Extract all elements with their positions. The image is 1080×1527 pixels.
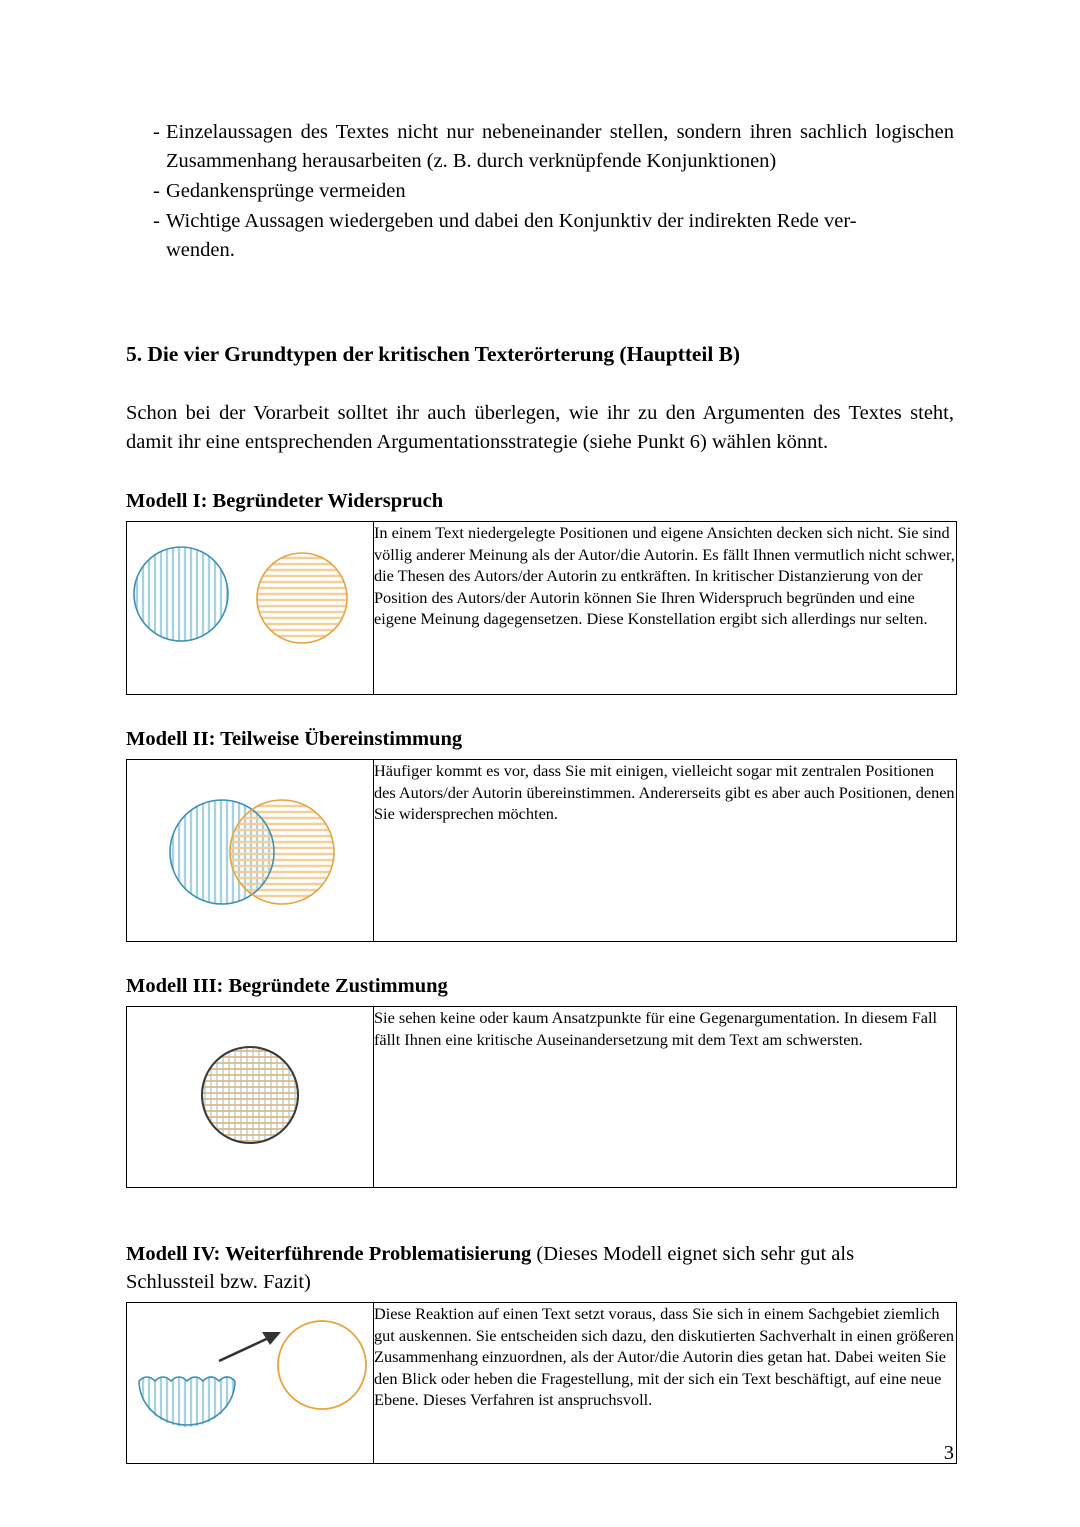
list-item bbox=[126, 118, 954, 176]
table-row bbox=[127, 760, 957, 942]
bullet-marker: - bbox=[153, 180, 160, 202]
page-number: 3 bbox=[943, 1442, 954, 1464]
model-3-table bbox=[126, 1006, 957, 1188]
model-2-svg bbox=[127, 760, 373, 941]
model-2-text-cell: Häufiger kommt es vor, dass Sie mit einigen, vielleicht sogar mit zentralen Positionen des Autors/der Autorin übereinstimmen. Andererseits gibt es aber auch Positionen, denen Sie widersprechen möchten. bbox=[374, 760, 957, 942]
model-2-heading bbox=[126, 725, 954, 753]
model-4-heading-bold: Modell IV: Weiterführende Problematisierung bbox=[126, 1243, 532, 1265]
bullet-text: Einzelaussagen des Textes nicht nur nebeneinander stellen, sondern ihren sachlich logischen Zusammenhang herausarbeiten (z. B. durch verknüpfende Konjunktionen) bbox=[166, 121, 954, 172]
section-heading: 5. Die vier Grundtypen der kritischen Texterörterung (Hauptteil B) bbox=[126, 342, 740, 366]
section-intro-paragraph: Schon bei der Vorarbeit solltet ihr auch überlegen, wie ihr zu den Argumenten des Textes steht, damit ihr eine entsprechenden Argumentationsstrategie (siehe Punkt 6) wählen könnt. bbox=[126, 402, 954, 453]
model-4-heading-regular: (Dieses Modell eignet sich sehr gut als bbox=[531, 1243, 855, 1265]
single-crosshatch-circle-diagram bbox=[127, 1007, 373, 1187]
model-1-figure-cell bbox=[127, 522, 374, 695]
list-item bbox=[126, 177, 954, 206]
model-1-heading bbox=[126, 487, 954, 515]
crosshatch-fill bbox=[197, 1043, 303, 1149]
bullet-marker: - bbox=[153, 210, 160, 232]
bullet-marker: - bbox=[153, 121, 160, 143]
model-1-text-cell: In einem Text niedergelegte Positionen und eigene Ansichten decken sich nicht. Sie sind völlig anderer Meinung als der Autor/die Autorin. Es fällt Ihnen vermutlich nicht schwer, die Thesen des Autors/der Autorin zu entkräften. In kritischer Distanzierung von der Position des Autors/der Autorin können Sie Ihren Widerspruch begründen und eine eigene Meinung dagegensetzen. Diese Konstellation ergibt sich allerdings nur selten. bbox=[374, 522, 957, 695]
model-3-svg bbox=[127, 1007, 373, 1187]
bullet-text-main: Wichtige Aussagen wiedergeben und dabei den Konjunktiv der indirekten Rede ver- bbox=[166, 210, 857, 232]
bullet-text-tail: wenden. bbox=[166, 239, 235, 261]
model-1-svg bbox=[127, 522, 373, 694]
table-row bbox=[127, 522, 957, 695]
orange-empty-circle bbox=[278, 1321, 366, 1409]
page-content bbox=[126, 118, 954, 1464]
model-1-heading-bold: Modell I: Begründeter Widerspruch bbox=[126, 490, 444, 512]
blue-vertical-hatch bbox=[143, 1369, 233, 1433]
model-4-figure-cell bbox=[127, 1303, 374, 1464]
table-row bbox=[127, 1303, 957, 1464]
model-4-svg bbox=[127, 1303, 373, 1463]
model-3-heading-bold: Modell III: Begründete Zustimmung bbox=[126, 975, 448, 997]
bowl-scalloped-top bbox=[139, 1377, 235, 1381]
model-2-heading-bold: Modell II: Teilweise Übereinstimmung bbox=[126, 728, 463, 750]
two-separate-circles-diagram bbox=[127, 522, 373, 694]
model-4-heading bbox=[126, 1240, 926, 1296]
model-3-heading bbox=[126, 972, 954, 1000]
model-3-text-cell: Sie sehen keine oder kaum Ansatzpunkte für eine Gegenargumentation. In diesem Fall fällt Ihnen eine kritische Auseinandersetzung mit dem Text am schwersten. bbox=[374, 1007, 957, 1188]
model-2-table bbox=[126, 759, 957, 942]
model-3-figure-cell bbox=[127, 1007, 374, 1188]
model-2-figure-cell bbox=[127, 760, 374, 942]
model-4-table bbox=[126, 1302, 957, 1464]
list-item bbox=[126, 207, 954, 265]
overlapping-circles-diagram bbox=[127, 760, 373, 941]
bullet-text: Gedankensprünge vermeiden bbox=[166, 180, 406, 202]
model-4-text-cell: Diese Reaktion auf einen Text setzt voraus, dass Sie sich in einem Sachgebiet ziemlich gut auskennen. Sie entscheiden sich dazu, den diskutierten Sachverhalt in einen größeren Zusammenhang einzuordnen, als der Autor/die Autorin dies getan hat. Dabei weiten Sie den Blick oder heben die Fragestellung, mit der sich ein Text beschäftigt, auf eine neue Ebene. Dieses Verfahren ist anspruchsvoll. bbox=[374, 1303, 957, 1464]
bowl-arrow-circle-diagram bbox=[127, 1303, 373, 1463]
model-4-heading-tail: Schlussteil bzw. Fazit) bbox=[126, 1271, 311, 1293]
arrow-icon bbox=[219, 1332, 281, 1361]
model-1-table bbox=[126, 521, 957, 695]
table-row bbox=[127, 1007, 957, 1188]
bullet-text bbox=[166, 207, 954, 265]
guideline-bullet-list bbox=[126, 118, 954, 265]
